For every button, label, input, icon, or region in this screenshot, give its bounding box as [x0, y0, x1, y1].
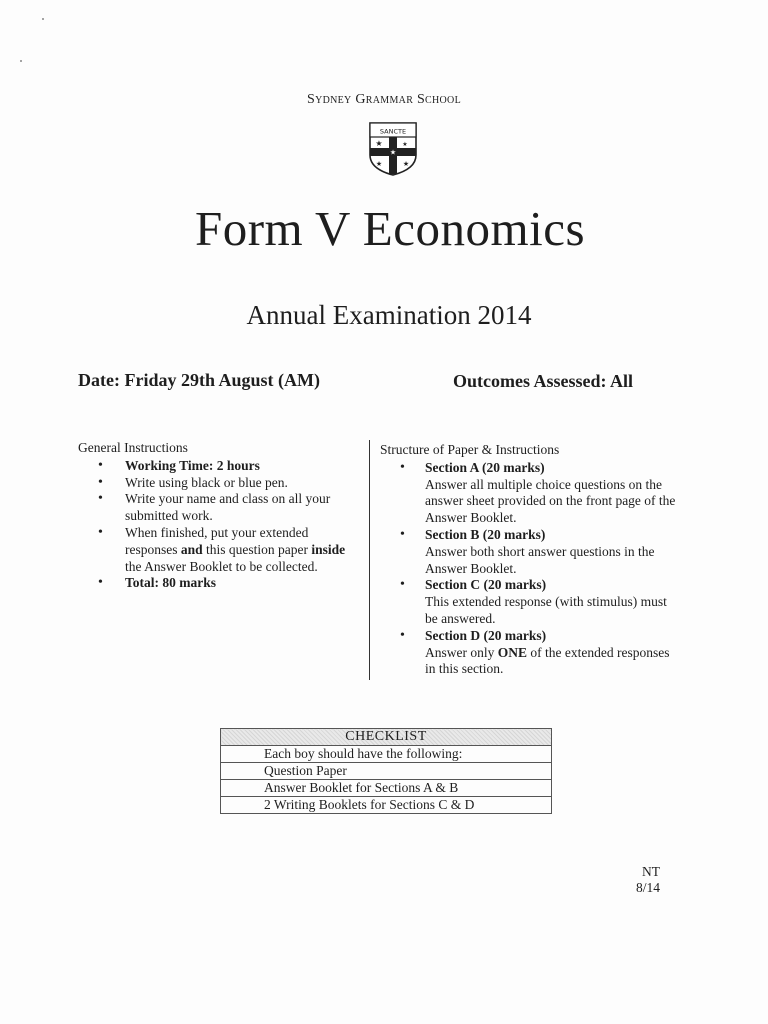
general-instructions-heading: General Instructions [78, 440, 188, 455]
checklist-heading: CHECKLIST [221, 729, 552, 746]
school-name: Sydney Grammar School [307, 92, 461, 107]
svg-text:★: ★ [375, 139, 383, 148]
svg-text:★: ★ [402, 160, 410, 168]
outcomes-assessed: Outcomes Assessed: All [453, 371, 633, 391]
section-label: Section C (20 marks) [425, 577, 547, 593]
instruction-item: • When finished, put your extended responses and this question paper inside the Answer Booklet to be collected. [78, 525, 353, 575]
section-text: Answer all multiple choice questions on the answer sheet provided on the front page of the Answer Booklet. [425, 476, 676, 526]
instruction-item [78, 575, 353, 592]
school-crest-logo [368, 121, 418, 177]
section-label: Section D (20 marks) [425, 627, 547, 643]
column-divider [369, 440, 370, 680]
section-text: This extended response (with stimulus) must be answered. [425, 594, 667, 626]
general-instructions [78, 440, 353, 592]
checklist-row: Each boy should have the following: [221, 746, 552, 763]
exam-subtitle: Annual Examination 2014 [246, 300, 532, 330]
checklist-row: Answer Booklet for Sections A & B [221, 780, 552, 797]
footer-date-code: 8/14 [635, 880, 660, 895]
svg-text:★: ★ [389, 148, 397, 157]
instruction-item: • Write using black or blue pen. [78, 475, 353, 492]
scan-speck [42, 18, 44, 20]
section-item: • Section D (20 marks) Answer only ONE of the extended responses in this section. [380, 628, 680, 678]
section-item [380, 460, 680, 527]
section-label: Section B (20 marks) [425, 526, 546, 542]
checklist-row: 2 Writing Booklets for Sections C & D [221, 797, 552, 814]
instruction-item: • Write your name and class on all your submitted work. [78, 491, 353, 525]
footer-code [610, 864, 660, 896]
exam-date: Date: Friday 29th August (AM) [78, 370, 320, 390]
instruction-item [78, 458, 353, 475]
svg-text:★: ★ [402, 142, 408, 148]
crest-motto-text: SANCTE [379, 127, 407, 136]
section-label: Section A (20 marks) [425, 459, 545, 475]
svg-text:★: ★ [375, 160, 383, 168]
scan-speck [20, 60, 22, 62]
section-item [380, 527, 680, 577]
structure-of-paper [380, 442, 680, 678]
total-marks: Total: 80 marks [125, 575, 217, 591]
section-text: Answer both short answer questions in the Answer Booklet. [425, 543, 655, 576]
structure-heading: Structure of Paper & Instructions [380, 442, 560, 457]
checklist-row: Question Paper [221, 763, 552, 780]
exam-title: Form V Economics [194, 201, 586, 256]
checklist-table [220, 728, 552, 814]
section-item [380, 577, 680, 627]
working-time: Working Time: 2 hours [125, 457, 260, 473]
footer-initials: NT [642, 864, 660, 879]
